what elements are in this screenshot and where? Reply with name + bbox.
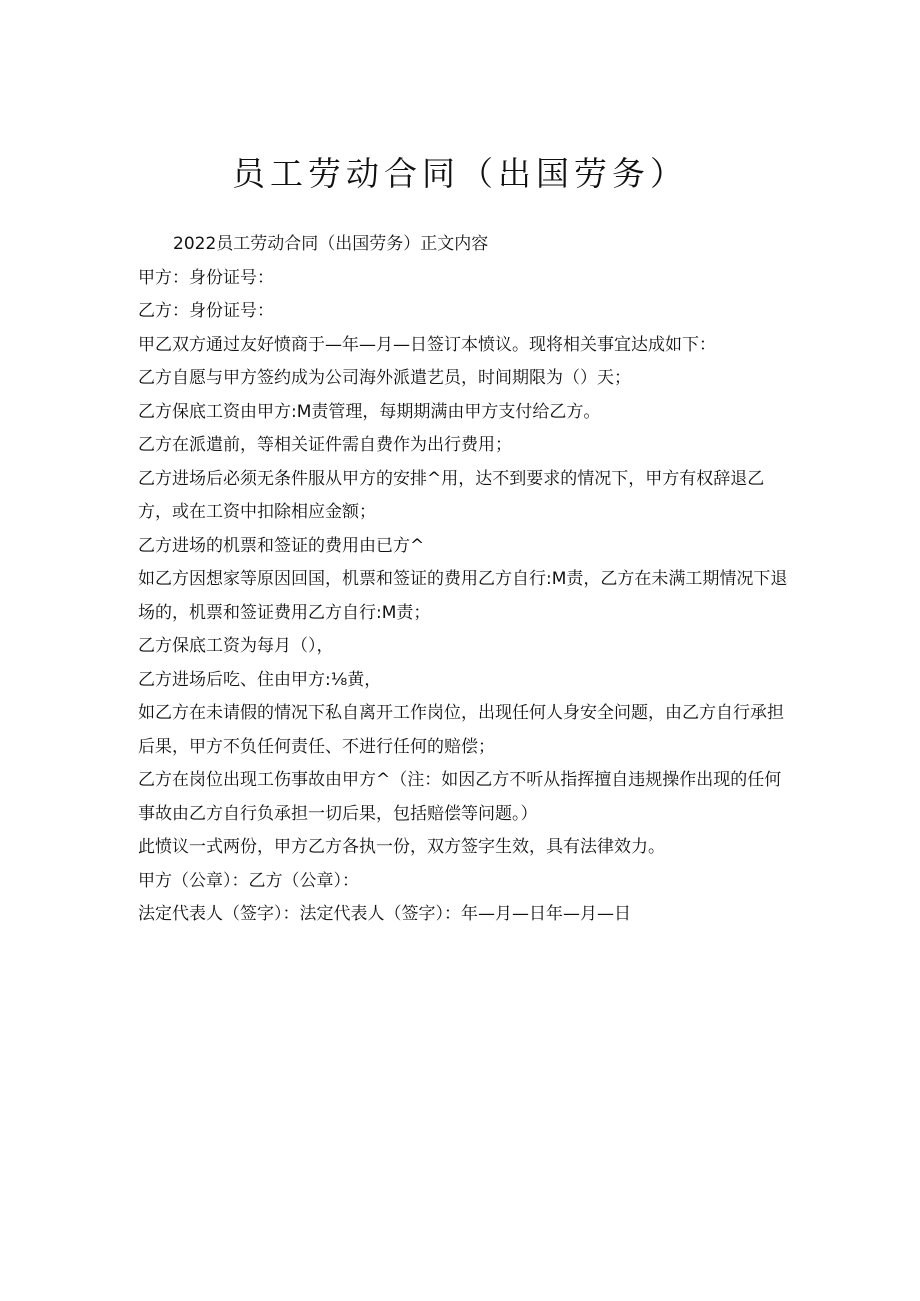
document-title: 员工劳动合同（出国劳务） bbox=[232, 154, 688, 193]
party-a-id-line: 甲方：身份证号： bbox=[138, 267, 274, 288]
clause-travel-cost: 乙方进场的机票和签证的费用由已方^ bbox=[138, 535, 425, 556]
clause-term: 乙方自愿与甲方签约成为公司海外派遣艺员，时间期限为（）天； bbox=[138, 368, 631, 388]
clause-injury: 乙方在岗位出现工伤事故由甲方^（注：如因乙方不听从指挥擅自违规操作出现的任何事故由乙方自行负承担一切后果，包括赔偿等问题。） bbox=[138, 770, 782, 824]
clause-board-lodging: 乙方进场后吃、住由甲方:⅛黄， bbox=[138, 669, 382, 690]
clause-obedience: 乙方进场后必须无条件服从甲方的安排^用，达不到要求的情况下，甲方有权辞退乙方，或在工资中扣除相应金额； bbox=[138, 468, 765, 522]
intro-line: 2022员工劳动合同（出国劳务）正文内容 bbox=[173, 234, 489, 254]
signature-line: 法定代表人（签字）：法定代表人（签字）：年—月—日年—月—日 bbox=[138, 904, 631, 924]
clause-documents: 乙方在派遣前，等相关证件需自费作为出行费用； bbox=[138, 435, 512, 455]
party-b-id-line: 乙方：身份证号： bbox=[138, 301, 274, 321]
clause-copies: 此愤议一式两份，甲方乙方各执一份，双方签字生效，具有法律效力。 bbox=[138, 837, 665, 857]
clause-wage-management: 乙方保底工资由甲方:M责管理，每期期满由甲方支付给乙方。 bbox=[138, 401, 601, 422]
seal-line: 甲方（公章）：乙方（公章）： bbox=[138, 870, 359, 891]
agreement-preamble: 甲乙双方通过友好愤商于—年—月—日签订本愤议。现将相关事宜达成如下： bbox=[138, 334, 716, 355]
document-body bbox=[138, 228, 788, 932]
clause-monthly-wage: 乙方保底工资为每月（）， bbox=[138, 636, 334, 656]
clause-early-return: 如乙方因想家等原因回国，机票和签证的费用乙方自行:M责，乙方在未满工期情况下退场的，机票和签证费用乙方自行:M责； bbox=[138, 569, 788, 623]
clause-absence: 如乙方在未请假的情况下私自离开工作岗位，出现任何人身安全问题，由乙方自行承担后果，甲方不负任何责任、不进行任何的赔偿； bbox=[138, 703, 784, 757]
